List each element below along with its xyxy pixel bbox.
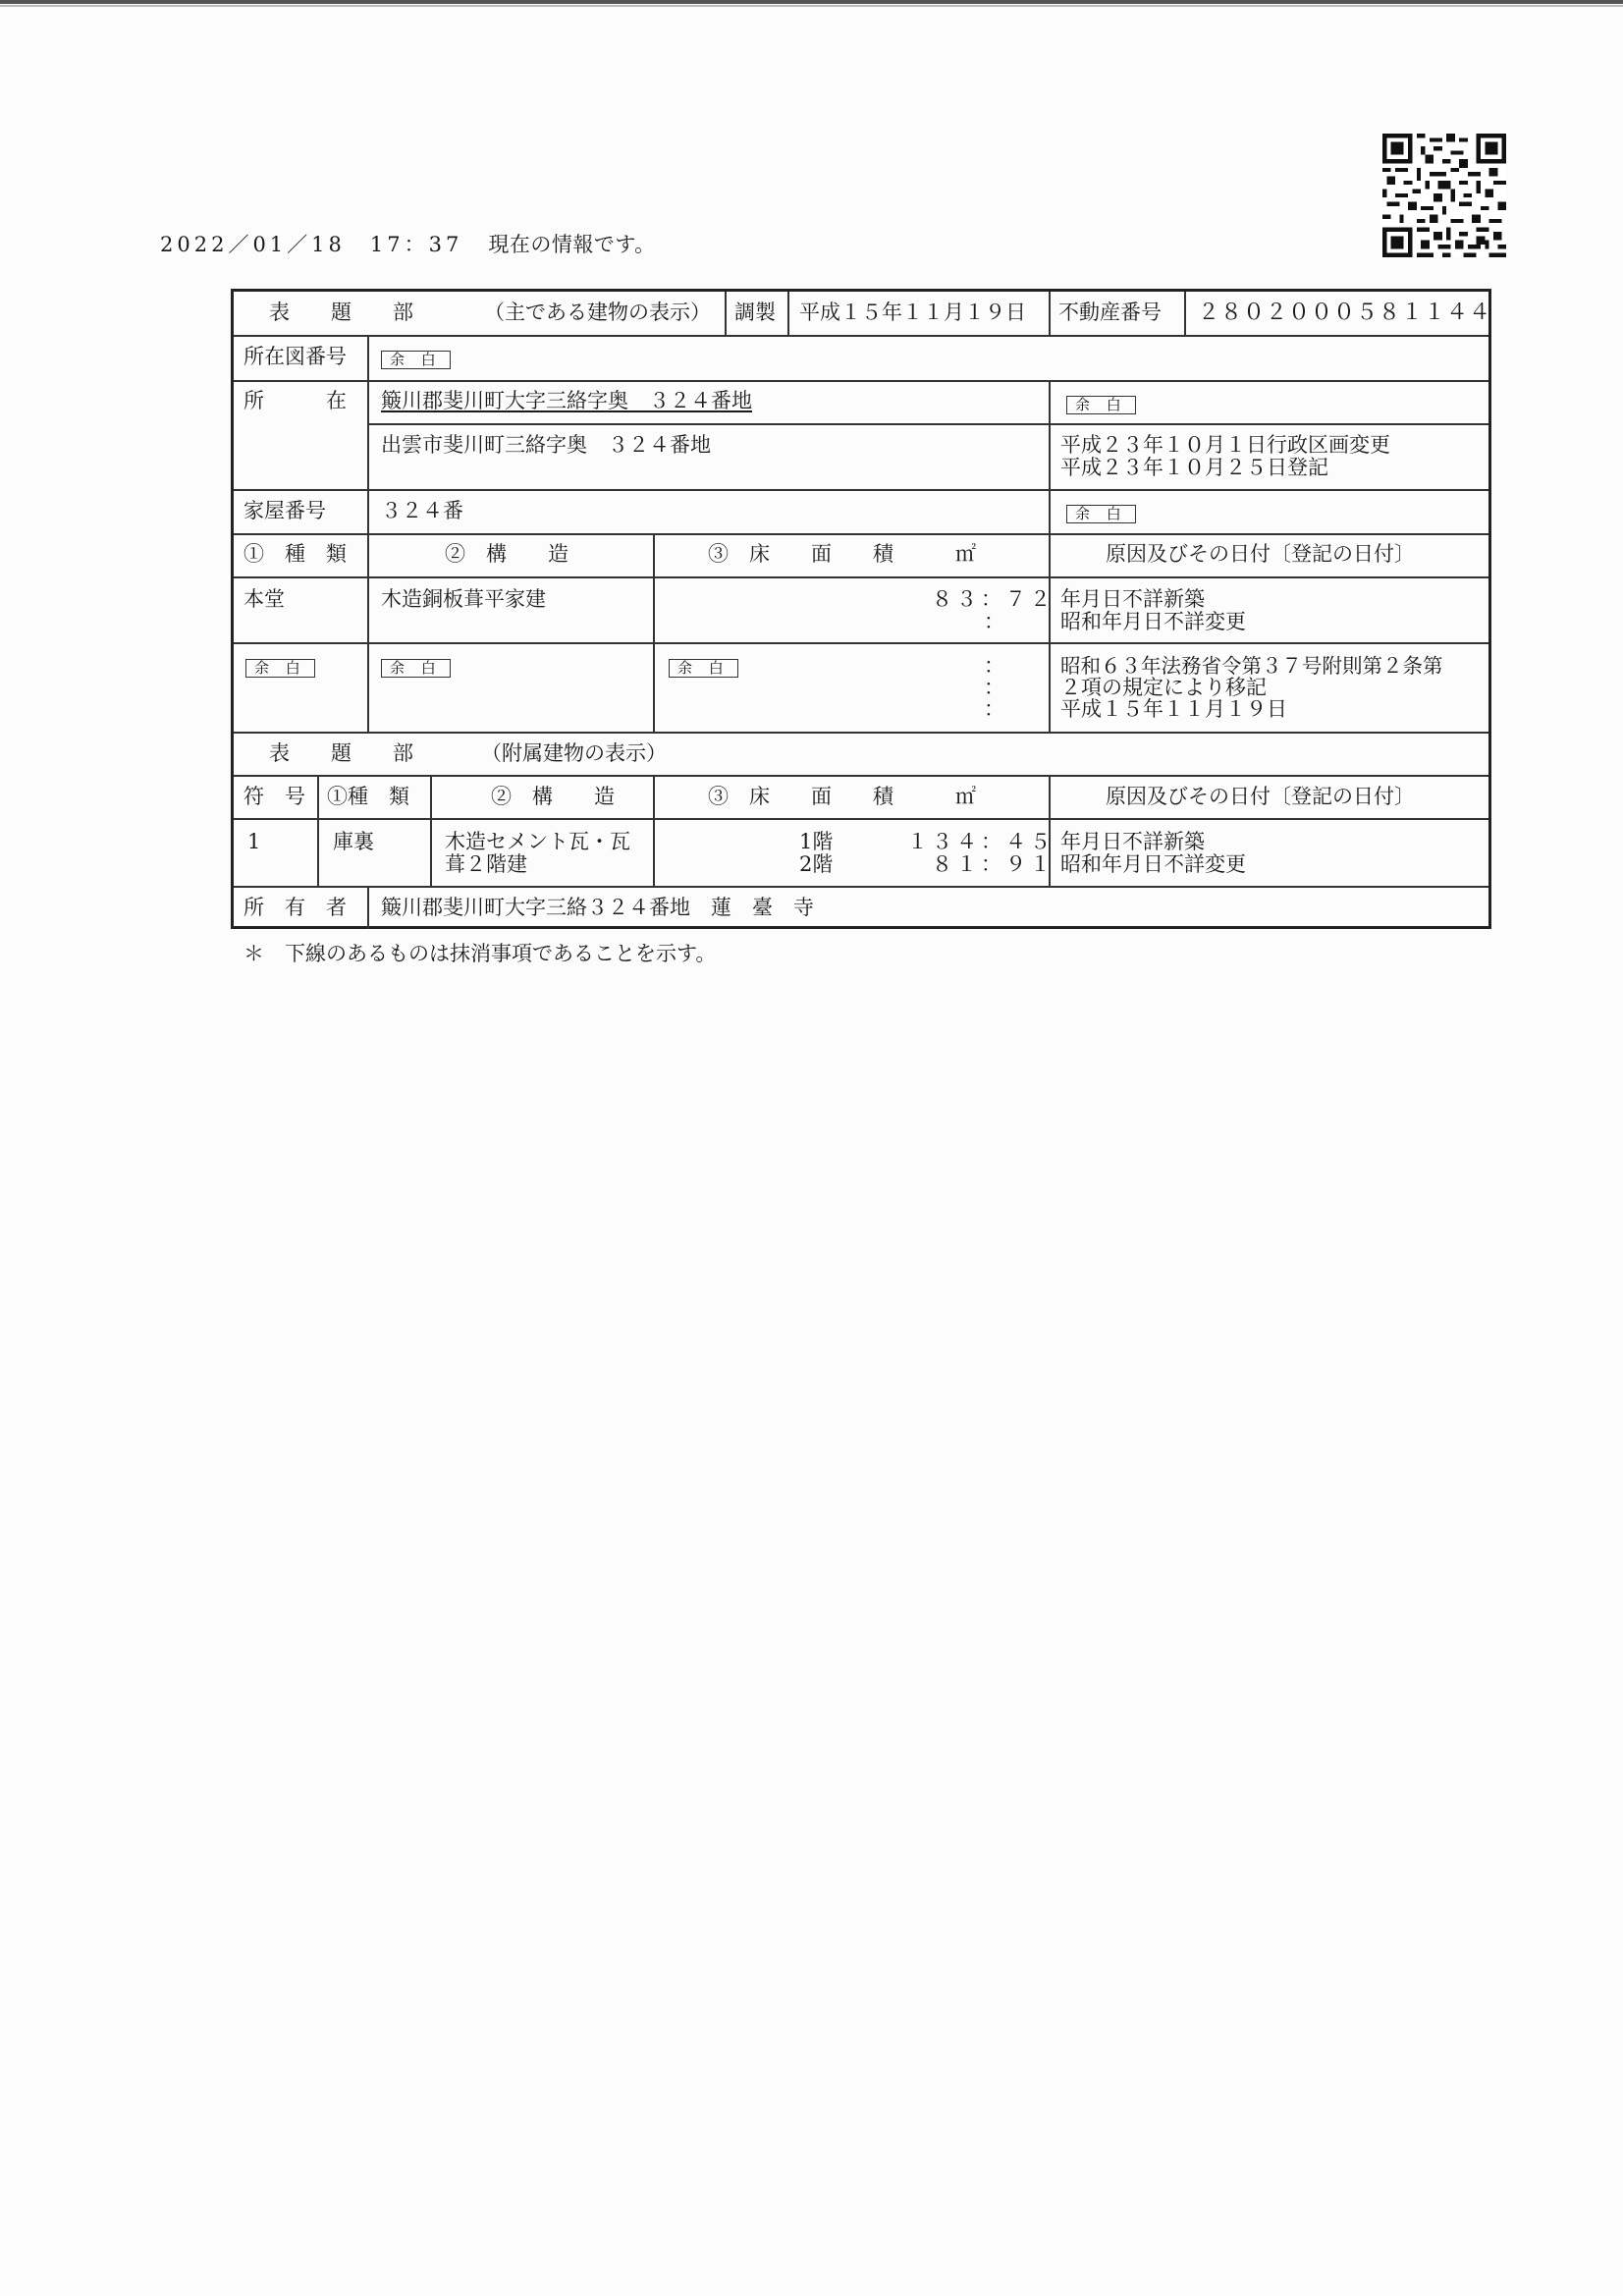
main-area-colon: ： — [984, 610, 1004, 633]
main-shurui-yohaku: 余 白 — [245, 659, 315, 678]
annex-shurui-value: 庫裏 — [333, 830, 374, 853]
kaoku-bango-label: 家屋番号 — [243, 499, 326, 522]
scan-edge-shadow — [0, 5, 1623, 7]
owner-label: 所 有 者 — [243, 896, 347, 919]
main-yuka-yohaku: 余 白 — [669, 659, 738, 678]
annex-col-yuka-header: ③ 床 面 積 ㎡ — [708, 785, 976, 808]
main-iki-reason-2: ２項の規定により移記 — [1060, 676, 1267, 699]
shozai-old-yohaku: 余 白 — [1066, 396, 1136, 414]
fudosan-number: ２８０２０００５８１１４４ — [1198, 301, 1492, 325]
annex-section-title: 表 題 部 — [269, 741, 413, 765]
annex-reason-2: 昭和年月日不詳変更 — [1060, 852, 1246, 876]
register-table — [231, 289, 1491, 929]
print-header — [160, 229, 656, 258]
main-kozo-value: 木造銅板葺平家建 — [381, 587, 546, 611]
main-area-value: ８３：７２ — [932, 587, 1055, 611]
main-yohaku-colon-3: ： — [984, 697, 1004, 721]
main-iki-reason-3: 平成１５年１１月１９日 — [1060, 697, 1287, 721]
shozai-new-reason-1: 平成２３年１０月１日行政区画変更 — [1060, 433, 1390, 457]
print-status: 現在の情報です。 — [488, 233, 656, 256]
main-yohaku-colon-2: ： — [984, 676, 1004, 699]
kaoku-bango-yohaku: 余 白 — [1066, 505, 1136, 523]
annex-col-shurui-header: ①種 類 — [327, 785, 409, 808]
kaoku-bango-value: ３２４番 — [381, 499, 463, 522]
main-shurui-value: 本堂 — [243, 587, 285, 611]
main-yohaku-colon-1: ： — [984, 654, 1004, 678]
chosei-date: 平成１５年１１月１９日 — [799, 301, 1026, 324]
annex-kozo-line-2: 葺２階建 — [445, 852, 527, 876]
qr-code-icon — [1381, 134, 1507, 257]
shozai-zu-label: 所在図番号 — [243, 345, 347, 368]
col-yuka-header: ③ 床 面 積 ㎡ — [708, 542, 976, 566]
annex-floor-2: 2階 — [799, 852, 834, 876]
main-section-subtitle: （主である建物の表示） — [484, 301, 711, 324]
annex-kozo-line-1: 木造セメント瓦・瓦 — [445, 830, 630, 853]
shozai-new-reason-2: 平成２３年１０月２５日登記 — [1060, 456, 1328, 479]
annex-section-subtitle: （附属建物の表示） — [481, 741, 667, 765]
annex-area-1: １３４：４５ — [907, 830, 1055, 853]
main-section-title: 表 題 部 — [269, 301, 413, 324]
print-datetime: 2022／01／18 17：37 — [160, 233, 463, 256]
footnote: ＊ 下線のあるものは抹消事項であることを示す。 — [243, 942, 717, 965]
shozai-label: 所 在 — [243, 389, 347, 412]
main-reason-1: 年月日不詳新築 — [1060, 587, 1205, 611]
col-genin-header: 原因及びその日付〔登記の日付〕 — [1106, 542, 1415, 566]
scan-edge-top — [0, 0, 1623, 4]
col-kozo-header: ② 構 造 — [445, 542, 568, 566]
col-shurui-header: ① 種 類 — [243, 542, 347, 566]
fudosan-label: 不動産番号 — [1058, 301, 1162, 324]
main-iki-reason-1: 昭和６３年法務省令第３７号附則第２条第 — [1060, 654, 1443, 678]
annex-area-2: ８１：９１ — [932, 852, 1055, 876]
annex-col-fugo-header: 符 号 — [243, 785, 305, 808]
owner-value: 簸川郡斐川町大字三絡３２４番地 蓮 臺 寺 — [381, 896, 814, 919]
annex-col-genin-header: 原因及びその日付〔登記の日付〕 — [1106, 785, 1415, 808]
main-kozo-yohaku: 余 白 — [381, 659, 451, 678]
annex-col-kozo-header: ② 構 造 — [491, 785, 615, 808]
annex-fugo-value: 1 — [247, 830, 261, 853]
annex-floor-1: 1階 — [799, 830, 834, 853]
main-reason-2: 昭和年月日不詳変更 — [1060, 610, 1246, 633]
shozai-old-value: 簸川郡斐川町大字三絡字奥 ３２４番地 — [381, 389, 752, 412]
shozai-zu-yohaku: 余 白 — [381, 351, 451, 369]
chosei-label: 調製 — [734, 301, 776, 324]
annex-reason-1: 年月日不詳新築 — [1060, 830, 1205, 853]
shozai-new-value: 出雲市斐川町三絡字奥 ３２４番地 — [381, 433, 711, 457]
